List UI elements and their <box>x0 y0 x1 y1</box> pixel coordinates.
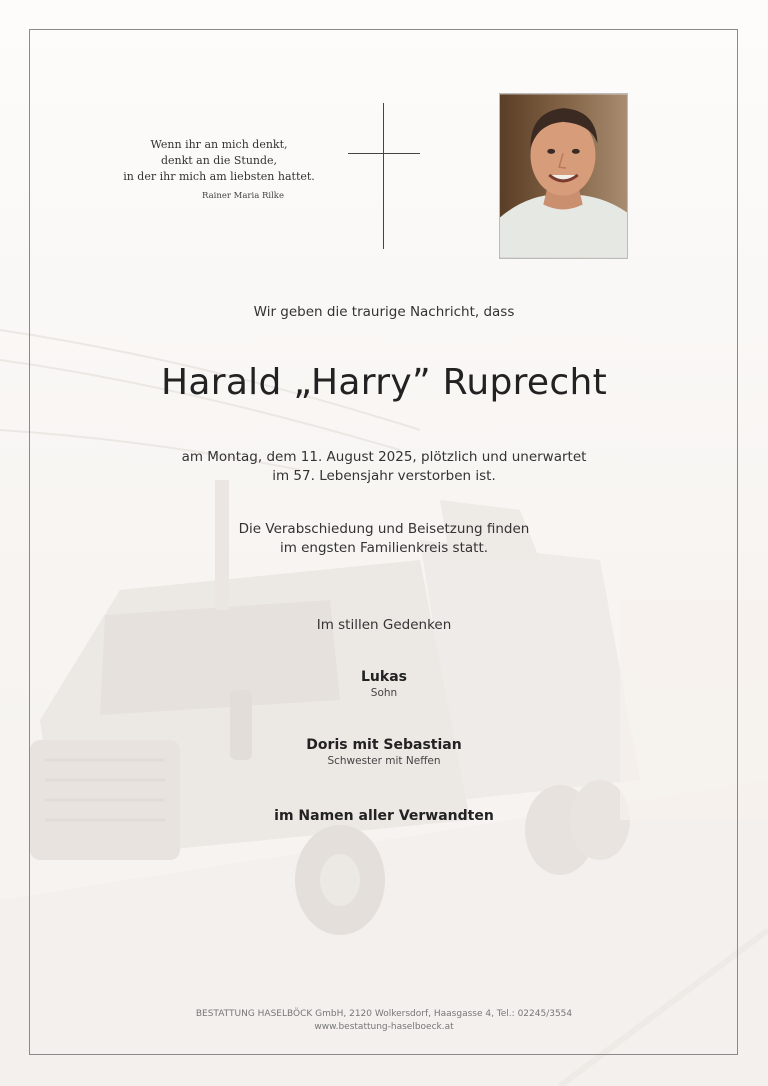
mourner-relation: Sohn <box>370 687 398 699</box>
quote <box>118 137 320 185</box>
quote-line: denkt an die Stunde, <box>160 154 278 167</box>
quote-line: Wenn ihr an mich denkt, <box>150 138 288 151</box>
mourners-heading: Im stillen Gedenken <box>316 617 452 633</box>
death-notice-line: im 57. Lebensjahr verstorben ist. <box>272 468 496 484</box>
ceremony-notice-line: Die Verabschiedung und Beisetzung finden <box>238 521 530 537</box>
quote-author: Rainer Maria Rilke <box>202 191 284 201</box>
quote-line: in der ihr mich am liebsten hattet. <box>123 170 315 183</box>
deceased-name: Harald „Harry” Ruprecht <box>160 362 607 403</box>
death-notice <box>0 448 768 486</box>
mourner-relation: Schwester mit Neffen <box>327 755 441 767</box>
mourner-name: Lukas <box>361 669 407 685</box>
closing-line: im Namen aller Verwandten <box>274 808 494 824</box>
footer-address: BESTATTUNG HASELBÖCK GmbH, 2120 Wolkersdorf, Haasgasse 4, Tel.: 02245/3554 <box>195 1009 573 1019</box>
mourner-name: Doris mit Sebastian <box>306 737 462 753</box>
mourner-entry <box>0 737 768 767</box>
footer <box>0 1008 768 1034</box>
cross-icon <box>383 103 384 249</box>
footer-website: www.bestattung-haselboeck.at <box>314 1022 454 1032</box>
death-notice-line: am Montag, dem 11. August 2025, plötzlich und unerwartet <box>181 449 587 465</box>
portrait-photo <box>499 93 628 259</box>
mourner-entry <box>0 669 768 699</box>
cross-icon-bar <box>348 153 420 154</box>
intro-text: Wir geben die traurige Nachricht, dass <box>253 304 515 320</box>
ceremony-notice-line: im engsten Familienkreis statt. <box>279 540 489 556</box>
ceremony-notice <box>0 520 768 558</box>
